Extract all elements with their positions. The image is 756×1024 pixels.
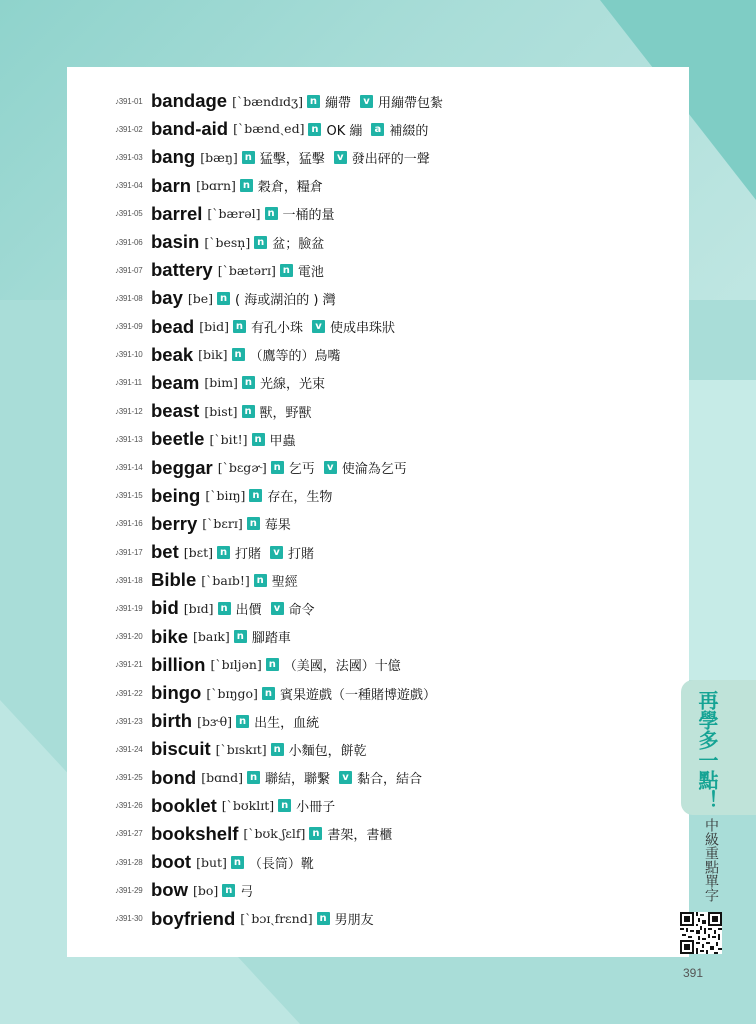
vocab-entry — [115, 679, 451, 707]
audio-track-number[interactable]: ♪391-11 — [115, 378, 142, 388]
audio-track-number[interactable]: ♪391-09 — [115, 322, 143, 332]
vocab-entry — [115, 115, 451, 143]
side-tab-title: 再學多一點！ — [695, 690, 719, 810]
vocab-entry — [115, 566, 451, 594]
audio-track-number[interactable]: ♪391-04 — [115, 181, 143, 191]
headword: beast — [151, 400, 200, 422]
definition: 有孔小珠 — [250, 321, 303, 337]
audio-track-number[interactable]: ♪391-08 — [115, 293, 143, 303]
part-of-speech-badge: n — [308, 123, 321, 136]
part-of-speech-badge: n — [309, 827, 322, 840]
vocab-entry — [115, 876, 451, 904]
headword: bead — [151, 315, 195, 337]
phonetic: [ˋbʊklɪt] — [221, 798, 275, 814]
headword: bingo — [151, 682, 202, 704]
headword: bow — [151, 879, 188, 901]
definition: 莓果 — [264, 518, 291, 534]
part-of-speech-badge: n — [234, 630, 247, 643]
audio-track-number[interactable]: ♪391-19 — [115, 603, 143, 613]
phonetic: [bɪd] — [183, 600, 214, 616]
definition: 使成串珠狀 — [329, 321, 395, 337]
definition: 聖經 — [271, 574, 298, 590]
phonetic: [ˋbesn̩] — [204, 234, 251, 250]
phonetic: [be] — [187, 290, 214, 306]
vocab-entry — [115, 397, 451, 425]
headword: bay — [151, 287, 183, 309]
headword: beak — [151, 343, 194, 365]
phonetic: [bim] — [204, 375, 238, 391]
part-of-speech-badge: n — [265, 207, 278, 220]
vocab-entry — [115, 172, 451, 200]
vocab-entry — [115, 848, 451, 876]
vocab-entry — [115, 904, 451, 932]
audio-track-number[interactable]: ♪391-17 — [115, 547, 143, 557]
definition: OK 繃 — [326, 123, 363, 139]
part-of-speech-badge: n — [271, 743, 284, 756]
phonetic: [bid] — [199, 319, 229, 335]
headword: billion — [151, 653, 206, 675]
headword: Bible — [151, 569, 197, 591]
vocab-entry — [115, 764, 451, 792]
audio-track-number[interactable]: ♪391-03 — [115, 152, 143, 162]
phonetic: [bist] — [204, 403, 238, 419]
definition: 賓果遊戲（一種賭博遊戲） — [279, 687, 436, 703]
part-of-speech-badge: n — [278, 799, 291, 812]
headword: bookshelf — [151, 822, 239, 844]
vocab-entry — [115, 453, 451, 481]
vocab-entry — [115, 538, 451, 566]
part-of-speech-badge: n — [247, 771, 260, 784]
phonetic: [ˋbærəl] — [207, 206, 261, 222]
audio-track-number[interactable]: ♪391-30 — [115, 914, 143, 924]
vocab-entry — [115, 623, 451, 651]
part-of-speech-badge: n — [247, 517, 260, 530]
audio-track-number[interactable]: ♪391-13 — [115, 434, 143, 444]
phonetic: [ˋbʊkˏʃɛlf] — [243, 825, 306, 841]
definition: （長筒）靴 — [248, 856, 314, 872]
audio-track-number[interactable]: ♪391-26 — [115, 801, 143, 811]
part-of-speech-badge: n — [249, 489, 262, 502]
phonetic: [bɑrn] — [196, 178, 236, 194]
headword: battery — [151, 259, 213, 281]
vocab-entry — [115, 651, 451, 679]
definition: 補綴的 — [389, 123, 429, 139]
definition: 書架，書櫃 — [327, 828, 393, 844]
definition: 小麵包，餅乾 — [288, 743, 367, 759]
audio-track-number[interactable]: ♪391-02 — [115, 124, 143, 134]
headword: boyfriend — [151, 907, 236, 929]
audio-track-number[interactable]: ♪391-12 — [115, 406, 143, 416]
phonetic: [ˋbændɪdʒ] — [232, 93, 303, 109]
phonetic: [ˋbɪljən] — [210, 657, 262, 673]
part-of-speech-badge: n — [317, 912, 330, 925]
headword: barn — [151, 174, 192, 196]
phonetic: [bɑnd] — [201, 770, 244, 786]
vocab-entry — [115, 594, 451, 622]
definition: （鷹等的）鳥嘴 — [249, 349, 341, 365]
definition: 猛擊，猛擊 — [259, 151, 325, 167]
phonetic: [ˋbiɪŋ] — [205, 488, 246, 504]
audio-track-number[interactable]: ♪391-16 — [115, 519, 143, 529]
vocab-entry — [115, 735, 451, 763]
headword: beetle — [151, 428, 205, 450]
vocab-entry — [115, 425, 451, 453]
vocab-entry — [115, 228, 451, 256]
part-of-speech-badge: v — [324, 461, 337, 474]
vocab-entry — [115, 256, 451, 284]
phonetic: [ˋbɪskɪt] — [215, 741, 267, 757]
headword: barrel — [151, 202, 203, 224]
vocab-entry — [115, 369, 451, 397]
audio-track-number[interactable]: ♪391-05 — [115, 209, 143, 219]
definition: 乞丐 — [288, 462, 315, 478]
audio-track-number[interactable]: ♪391-14 — [115, 463, 143, 473]
part-of-speech-badge: a — [371, 123, 384, 136]
part-of-speech-badge: n — [242, 405, 255, 418]
audio-track-number[interactable]: ♪391-21 — [115, 660, 143, 670]
vocab-entry — [115, 792, 451, 820]
part-of-speech-badge: n — [236, 715, 249, 728]
headword: being — [151, 484, 201, 506]
audio-track-number[interactable]: ♪391-24 — [115, 744, 143, 754]
definition: 出生，血統 — [254, 715, 320, 731]
headword: bet — [151, 541, 179, 563]
phonetic: [ˋbit!] — [209, 431, 248, 447]
audio-track-number[interactable]: ♪391-15 — [115, 491, 143, 501]
phonetic: [ˋbætərɪ] — [217, 262, 276, 278]
phonetic: [bo] — [193, 882, 219, 898]
audio-track-number[interactable]: ♪391-07 — [115, 265, 143, 275]
headword: biscuit — [151, 738, 211, 760]
audio-track-number[interactable]: ♪391-23 — [115, 716, 143, 726]
part-of-speech-badge: v — [334, 151, 347, 164]
part-of-speech-badge: n — [280, 264, 293, 277]
headword: berry — [151, 512, 198, 534]
definition: 盆；臉盆 — [272, 236, 325, 252]
definition: 弓 — [240, 884, 254, 900]
part-of-speech-badge: n — [217, 292, 230, 305]
phonetic: [ˋbaɪb!] — [201, 572, 250, 588]
part-of-speech-badge: n — [232, 348, 245, 361]
phonetic: [bɝθ] — [197, 713, 233, 729]
definition: 光線，光束 — [259, 377, 325, 393]
part-of-speech-badge: n — [254, 236, 267, 249]
definition: 聯結，聯繫 — [265, 772, 331, 788]
headword: beam — [151, 371, 200, 393]
definition: 繃帶 — [324, 95, 351, 111]
audio-track-number[interactable]: ♪391-06 — [115, 237, 143, 247]
headword: beggar — [151, 456, 213, 478]
part-of-speech-badge: v — [271, 602, 284, 615]
qr-code-icon[interactable] — [680, 912, 722, 954]
definition: 打賭 — [288, 546, 315, 562]
phonetic: [bæŋ] — [200, 149, 238, 165]
definition: 使淪為乞丐 — [341, 462, 407, 478]
phonetic: [ˋbɛgɚ] — [217, 460, 267, 476]
definition: 獸，野獸 — [259, 405, 312, 421]
audio-track-number[interactable]: ♪391-25 — [115, 773, 143, 783]
audio-track-number[interactable]: ♪391-20 — [115, 632, 143, 642]
definition: 存在，生物 — [267, 490, 333, 506]
part-of-speech-badge: n — [218, 602, 231, 615]
definition: 命令 — [288, 602, 315, 618]
vocab-entry — [115, 510, 451, 538]
vocab-entry — [115, 284, 451, 312]
definition: 黏合，結合 — [357, 772, 423, 788]
vocabulary-list — [115, 87, 451, 933]
vocab-entry — [115, 707, 451, 735]
part-of-speech-badge: v — [339, 771, 352, 784]
audio-track-number[interactable]: ♪391-27 — [115, 829, 143, 839]
definition: 出價 — [235, 602, 262, 618]
part-of-speech-badge: n — [262, 687, 275, 700]
phonetic: [bɛt] — [183, 544, 214, 560]
phonetic: [ˋbɪŋgo] — [206, 685, 258, 701]
part-of-speech-badge: n — [231, 856, 244, 869]
definition: 電池 — [297, 264, 324, 280]
headword: band-aid — [151, 118, 229, 140]
part-of-speech-badge: n — [242, 151, 255, 164]
definition: 打賭 — [235, 546, 262, 562]
audio-track-number[interactable]: ♪391-18 — [115, 575, 143, 585]
headword: bond — [151, 766, 197, 788]
audio-track-number[interactable]: ♪391-01 — [115, 96, 143, 106]
headword: basin — [151, 231, 200, 253]
part-of-speech-badge: n — [222, 884, 235, 897]
headword: bike — [151, 625, 189, 647]
audio-track-number[interactable]: ♪391-10 — [115, 350, 143, 360]
vocab-entry — [115, 341, 451, 369]
part-of-speech-badge: n — [252, 433, 265, 446]
vocab-entry — [115, 313, 451, 341]
headword: bid — [151, 597, 179, 619]
headword: bang — [151, 146, 196, 168]
vocab-entry — [115, 820, 451, 848]
vocab-entry — [115, 482, 451, 510]
phonetic: [but] — [196, 854, 227, 870]
definition: 用繃帶包紮 — [377, 95, 443, 111]
phonetic: [baɪk] — [193, 629, 230, 645]
definition: 穀倉，糧倉 — [257, 180, 323, 196]
page-number: 391 — [683, 966, 704, 980]
definition: （美國，法國）十億 — [283, 659, 401, 675]
part-of-speech-badge: n — [217, 546, 230, 559]
headword: boot — [151, 851, 192, 873]
vocab-entry — [115, 87, 451, 115]
audio-track-number[interactable]: ♪391-28 — [115, 857, 143, 867]
vocab-entry — [115, 143, 451, 171]
definition: 小冊子 — [296, 800, 336, 816]
definition: ( 海或湖泊的 ) 灣 — [235, 292, 336, 308]
vocab-entry — [115, 200, 451, 228]
definition: 一桶的量 — [282, 208, 335, 224]
part-of-speech-badge: n — [266, 658, 279, 671]
part-of-speech-badge: n — [242, 376, 255, 389]
definition: 甲蟲 — [269, 433, 296, 449]
definition: 男朋友 — [334, 913, 374, 929]
part-of-speech-badge: n — [271, 461, 284, 474]
part-of-speech-badge: n — [240, 179, 253, 192]
phonetic: [ˋbɔɪˏfrɛnd] — [240, 910, 313, 926]
headword: birth — [151, 710, 193, 732]
side-tab-subtitle: 中級重點單字 — [703, 818, 719, 902]
part-of-speech-badge: n — [233, 320, 246, 333]
definition: 發出砰的一聲 — [351, 151, 430, 167]
phonetic: [bik] — [198, 347, 228, 363]
audio-track-number[interactable]: ♪391-29 — [115, 885, 143, 895]
definition: 腳踏車 — [251, 631, 291, 647]
headword: bandage — [151, 90, 228, 112]
phonetic: [ˋbændˏed] — [233, 121, 305, 137]
part-of-speech-badge: n — [307, 95, 320, 108]
phonetic: [ˋbɛrɪ] — [202, 516, 243, 532]
headword: booklet — [151, 794, 217, 816]
audio-track-number[interactable]: ♪391-22 — [115, 688, 143, 698]
page-card — [67, 67, 689, 957]
part-of-speech-badge: v — [360, 95, 373, 108]
part-of-speech-badge: v — [312, 320, 325, 333]
part-of-speech-badge: n — [254, 574, 267, 587]
part-of-speech-badge: v — [270, 546, 283, 559]
